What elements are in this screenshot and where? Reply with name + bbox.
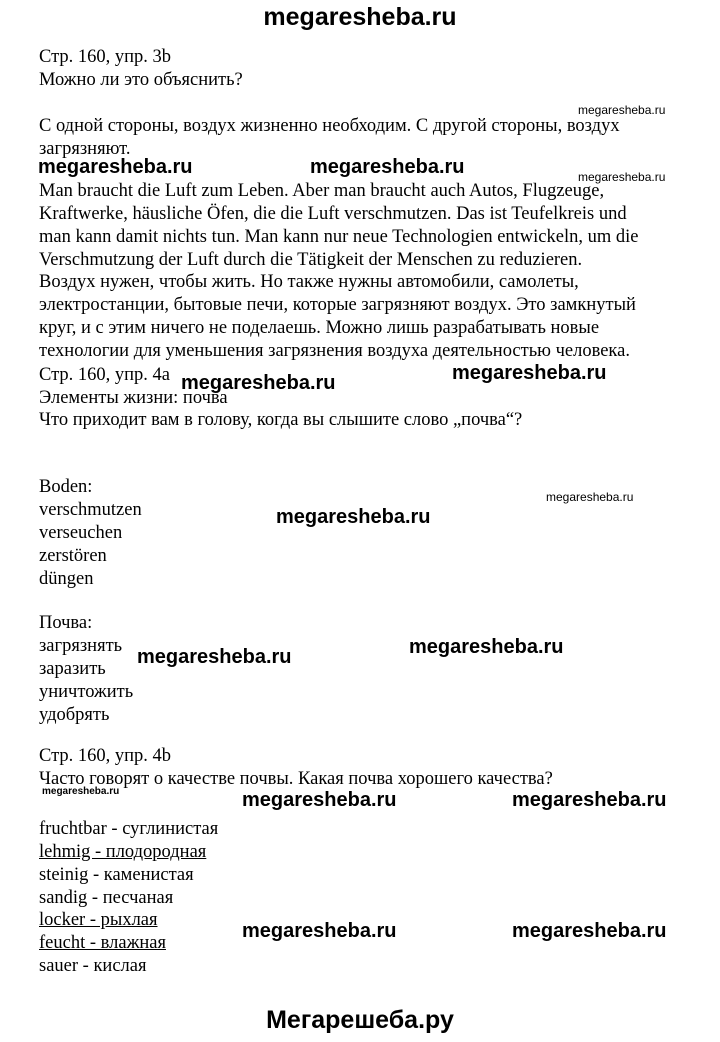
soil-quality-item: steinig - каменистая [39, 865, 194, 885]
section-3b-ru-line: технологии для уменьшения загрязнения воздуха деятельностью человека. [39, 341, 630, 361]
boden-word: verseuchen [39, 523, 123, 543]
watermark: megaresheba.ru [242, 920, 397, 942]
watermark: megaresheba.ru [452, 362, 607, 384]
section-3b-de-line: man kann damit nichts tun. Man kann nur neue Technologien entwickeln, um die [39, 227, 639, 247]
pochva-word: загрязнять [39, 636, 123, 656]
section-3b-ru-intro-line: С одной стороны, воздух жизненно необходим. С другой стороны, воздух [39, 116, 620, 136]
section-3b-ru-intro-line: загрязняют. [39, 139, 131, 159]
section-3b-question: Можно ли это объяснить? [39, 70, 243, 90]
section-3b-ref: Стр. 160, упр. 3b [39, 47, 172, 67]
section-4a-question: Что приходит вам в голову, когда вы слышите слово „почва“? [39, 410, 523, 430]
watermark: megaresheba.ru [578, 103, 666, 117]
section-3b-ru-line: Воздух нужен, чтобы жить. Но также нужны автомобили, самолеты, [39, 272, 579, 292]
watermark: megaresheba.ru [409, 636, 564, 658]
boden-heading: Boden: [39, 477, 93, 497]
section-3b-ru-line: электростанции, бытовые печи, которые загрязняют воздух. Это замкнутый [39, 295, 636, 315]
section-3b-de-line: Kraftwerke, häusliche Öfen, die die Luft verschmutzen. Das ist Teufelkreis und [39, 204, 627, 224]
section-4b-ref: Стр. 160, упр. 4b [39, 746, 172, 766]
pochva-word: заразить [39, 659, 106, 679]
boden-word: verschmutzen [39, 500, 142, 520]
watermark: megaresheba.ru [276, 506, 431, 528]
boden-word: zerstören [39, 546, 107, 566]
watermark: megaresheba.ru [310, 156, 465, 178]
section-3b-de-line: Verschmutzung der Luft durch die Tätigkeit der Menschen zu reduzieren. [39, 250, 583, 270]
boden-word: düngen [39, 569, 94, 589]
section-4b-question: Часто говорят о качестве почвы. Какая почва хорошего качества? [39, 769, 553, 789]
soil-quality-item: sandig - песчаная [39, 888, 174, 908]
soil-quality-item: lehmig - плодородная [39, 842, 207, 862]
watermark: megaresheba.ru [242, 789, 397, 811]
soil-quality-item: feucht - влажная [39, 933, 166, 953]
section-3b-ru-line: круг, и с этим ничего не поделаешь. Можно лишь разрабатывать новые [39, 318, 600, 338]
watermark: megaresheba.ru [42, 786, 120, 797]
watermark: megaresheba.ru [137, 646, 292, 668]
site-header: megaresheba.ru [263, 3, 457, 31]
section-3b-de-line: Man braucht die Luft zum Leben. Aber man braucht auch Autos, Flugzeuge, [39, 181, 605, 201]
section-4a-ref: Стр. 160, упр. 4a [39, 365, 171, 385]
soil-quality-item: locker - рыхлая [39, 910, 158, 930]
section-4a-subtitle: Элементы жизни: почва [39, 388, 228, 408]
watermark: megaresheba.ru [578, 170, 666, 184]
watermark: megaresheba.ru [512, 920, 667, 942]
watermark: megaresheba.ru [38, 156, 193, 178]
soil-quality-item: sauer - кислая [39, 956, 147, 976]
pochva-word: уничтожить [39, 682, 134, 702]
soil-quality-item: fruchtbar - суглинистая [39, 819, 219, 839]
watermark: megaresheba.ru [512, 789, 667, 811]
watermark: megaresheba.ru [546, 490, 634, 504]
pochva-heading: Почва: [39, 613, 93, 633]
site-footer: Мегарешеба.ру [266, 1006, 454, 1034]
watermark: megaresheba.ru [181, 372, 336, 394]
pochva-word: удобрять [39, 705, 110, 725]
